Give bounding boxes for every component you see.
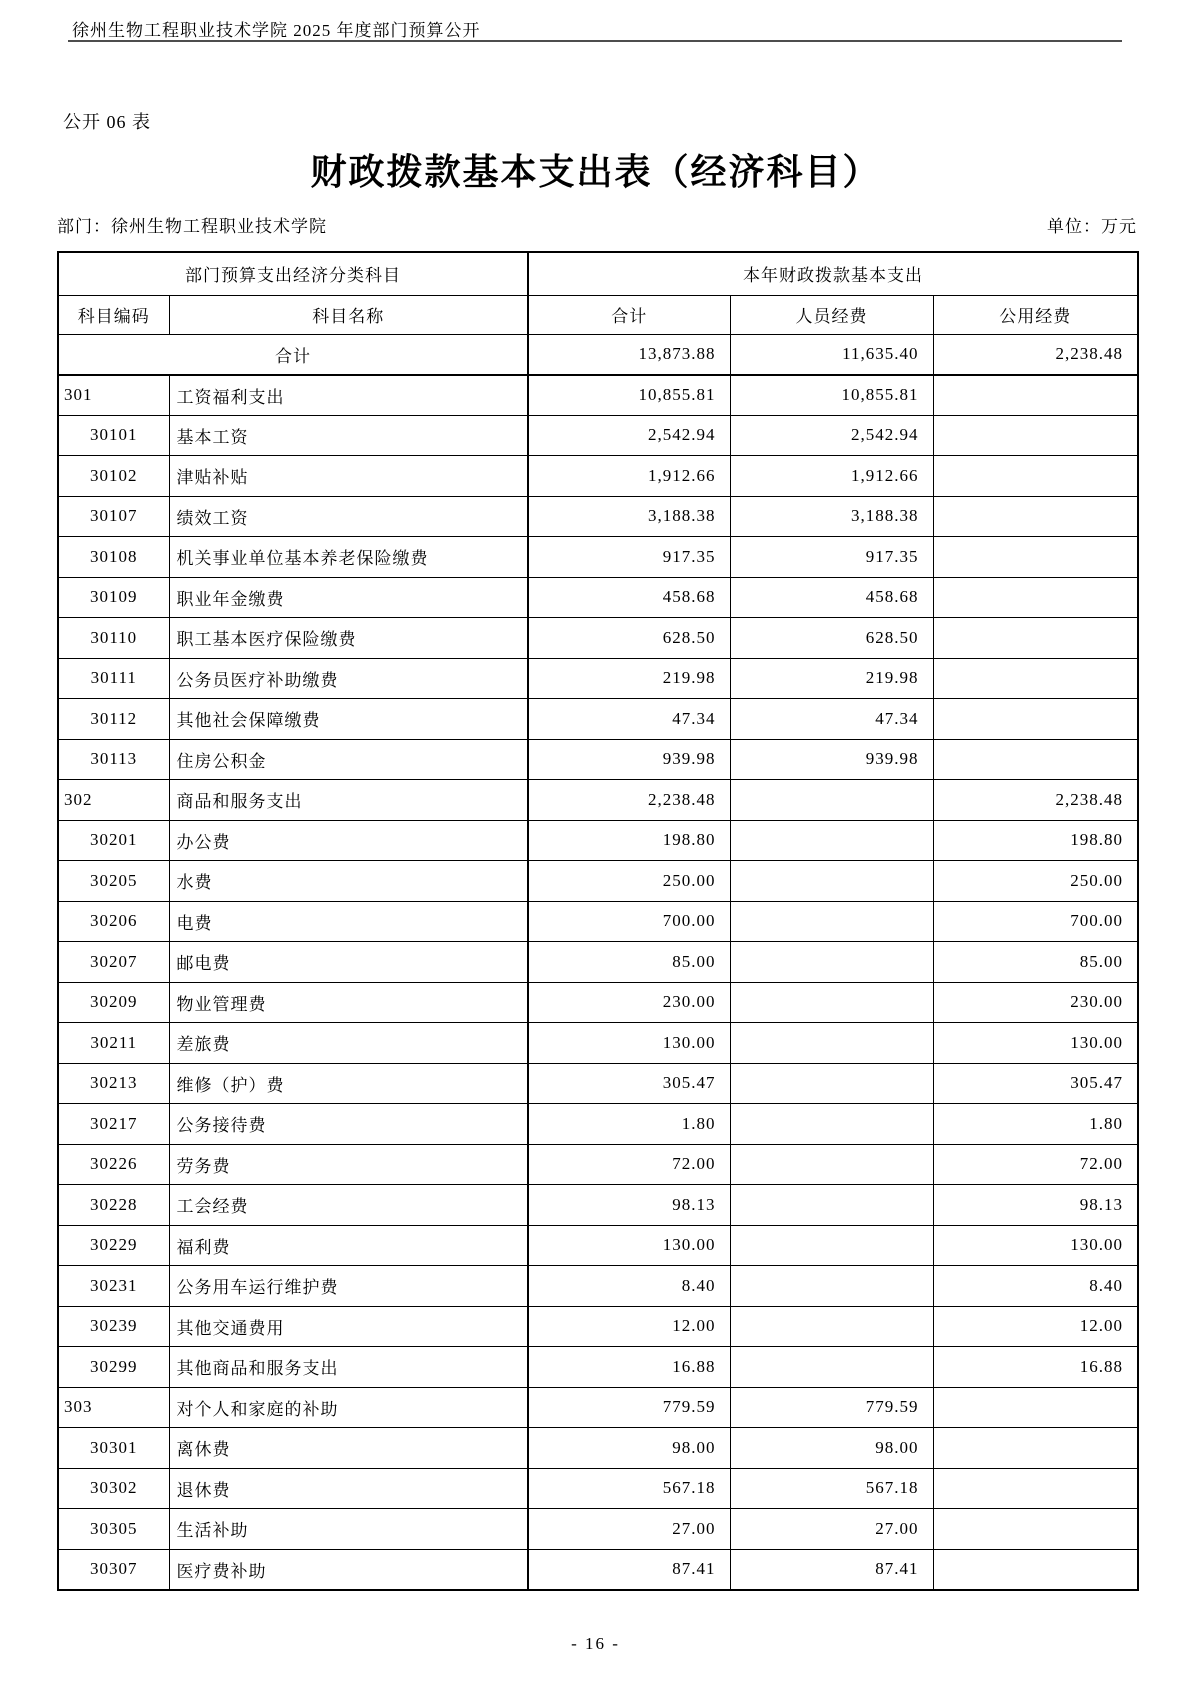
total-cell: 16.88 (528, 1347, 730, 1388)
subject-code-cell: 30101 (58, 415, 169, 456)
total-cell: 700.00 (528, 901, 730, 942)
public-cell: 85.00 (933, 942, 1138, 983)
subject-name-cell: 医疗费补助 (169, 1549, 528, 1590)
personnel-cell: 779.59 (730, 1387, 933, 1428)
personnel-cell: 3,188.38 (730, 496, 933, 537)
personnel-cell: 458.68 (730, 577, 933, 618)
public-cell (933, 1428, 1138, 1469)
total-cell: 98.13 (528, 1185, 730, 1226)
subject-code-cell: 30107 (58, 496, 169, 537)
subject-name-cell: 对个人和家庭的补助 (169, 1387, 528, 1428)
total-cell: 3,188.38 (528, 496, 730, 537)
public-cell (933, 1509, 1138, 1550)
public-cell (933, 456, 1138, 497)
subject-name-cell: 福利费 (169, 1225, 528, 1266)
total-cell: 230.00 (528, 982, 730, 1023)
total-cell: 628.50 (528, 618, 730, 659)
total-cell: 130.00 (528, 1225, 730, 1266)
total-cell: 98.00 (528, 1428, 730, 1469)
subject-name-cell: 劳务费 (169, 1144, 528, 1185)
table-row (58, 1306, 1138, 1347)
public-cell: 1.80 (933, 1104, 1138, 1145)
table-row (58, 739, 1138, 780)
subject-name-cell: 生活补助 (169, 1509, 528, 1550)
subject-code-cell: 303 (58, 1387, 169, 1428)
personnel-cell: 917.35 (730, 537, 933, 578)
public-cell (933, 375, 1138, 416)
subject-name-cell: 工会经费 (169, 1185, 528, 1226)
subject-name-cell: 公务用车运行维护费 (169, 1266, 528, 1307)
public-cell (933, 496, 1138, 537)
personnel-cell (730, 982, 933, 1023)
subject-name-cell: 工资福利支出 (169, 375, 528, 416)
total-cell: 10,855.81 (528, 375, 730, 416)
public-cell: 250.00 (933, 861, 1138, 902)
public-cell: 198.80 (933, 820, 1138, 861)
subject-name-cell: 物业管理费 (169, 982, 528, 1023)
total-cell: 198.80 (528, 820, 730, 861)
grand-total-label: 合计 (58, 334, 528, 375)
subject-code-cell: 30112 (58, 699, 169, 740)
table-row (58, 618, 1138, 659)
subject-code-cell: 30206 (58, 901, 169, 942)
subject-name-cell: 其他社会保障缴费 (169, 699, 528, 740)
public-cell: 72.00 (933, 1144, 1138, 1185)
col-header-personnel: 人员经费 (730, 295, 933, 334)
personnel-cell: 47.34 (730, 699, 933, 740)
total-cell: 85.00 (528, 942, 730, 983)
public-cell (933, 699, 1138, 740)
total-cell: 305.47 (528, 1063, 730, 1104)
subject-code-cell: 30108 (58, 537, 169, 578)
subject-name-cell: 离休费 (169, 1428, 528, 1469)
personnel-cell (730, 861, 933, 902)
total-cell: 8.40 (528, 1266, 730, 1307)
subject-code-cell: 30229 (58, 1225, 169, 1266)
group-header-subjects: 部门预算支出经济分类科目 (58, 252, 528, 295)
total-cell: 72.00 (528, 1144, 730, 1185)
public-cell: 98.13 (933, 1185, 1138, 1226)
table-row (58, 1347, 1138, 1388)
total-cell: 2,542.94 (528, 415, 730, 456)
group-header-current-year: 本年财政拨款基本支出 (528, 252, 1138, 295)
personnel-cell: 2,542.94 (730, 415, 933, 456)
subject-name-cell: 办公费 (169, 820, 528, 861)
table-row (58, 375, 1138, 416)
subject-code-cell: 30301 (58, 1428, 169, 1469)
personnel-cell: 87.41 (730, 1549, 933, 1590)
public-cell: 130.00 (933, 1225, 1138, 1266)
table-row (58, 415, 1138, 456)
table-code-label: 公开 06 表 (63, 112, 151, 132)
subject-name-cell: 电费 (169, 901, 528, 942)
public-cell (933, 1387, 1138, 1428)
table-row (58, 537, 1138, 578)
subject-code-cell: 30231 (58, 1266, 169, 1307)
personnel-cell: 219.98 (730, 658, 933, 699)
subject-code-cell: 302 (58, 780, 169, 821)
table-row (58, 577, 1138, 618)
table-row (58, 1023, 1138, 1064)
total-cell: 567.18 (528, 1468, 730, 1509)
subject-code-cell: 30211 (58, 1023, 169, 1064)
subject-code-cell: 30201 (58, 820, 169, 861)
subject-code-cell: 30113 (58, 739, 169, 780)
table-row (58, 496, 1138, 537)
public-cell: 230.00 (933, 982, 1138, 1023)
table-row (58, 1428, 1138, 1469)
subject-name-cell: 其他交通费用 (169, 1306, 528, 1347)
table-row (58, 780, 1138, 821)
public-cell (933, 739, 1138, 780)
subject-code-cell: 30226 (58, 1144, 169, 1185)
subject-code-cell: 30213 (58, 1063, 169, 1104)
subject-code-cell: 30207 (58, 942, 169, 983)
table-row (58, 861, 1138, 902)
subject-name-cell: 邮电费 (169, 942, 528, 983)
total-cell: 27.00 (528, 1509, 730, 1550)
subject-code-cell: 30305 (58, 1509, 169, 1550)
table-row (58, 1549, 1138, 1590)
subject-name-cell: 津贴补贴 (169, 456, 528, 497)
personnel-cell (730, 1063, 933, 1104)
subject-name-cell: 机关事业单位基本养老保险缴费 (169, 537, 528, 578)
total-cell: 12.00 (528, 1306, 730, 1347)
subject-code-cell: 30217 (58, 1104, 169, 1145)
table-row (58, 1387, 1138, 1428)
total-cell: 917.35 (528, 537, 730, 578)
total-cell: 130.00 (528, 1023, 730, 1064)
table-column-header-row (58, 295, 1138, 334)
budget-table (57, 251, 1139, 1591)
personnel-cell (730, 1306, 933, 1347)
public-cell: 305.47 (933, 1063, 1138, 1104)
public-cell: 16.88 (933, 1347, 1138, 1388)
table-row (58, 456, 1138, 497)
subject-name-cell: 水费 (169, 861, 528, 902)
personnel-cell (730, 780, 933, 821)
public-cell (933, 577, 1138, 618)
subject-code-cell: 30239 (58, 1306, 169, 1347)
public-cell (933, 1468, 1138, 1509)
document-header-title: 徐州生物工程职业技术学院 2025 年度部门预算公开 (72, 21, 481, 40)
subject-code-cell: 30299 (58, 1347, 169, 1388)
public-cell: 8.40 (933, 1266, 1138, 1307)
subject-code-cell: 30209 (58, 982, 169, 1023)
table-row (58, 982, 1138, 1023)
personnel-cell (730, 1185, 933, 1226)
table-row (58, 942, 1138, 983)
col-header-total: 合计 (528, 295, 730, 334)
table-row (58, 1509, 1138, 1550)
personnel-cell: 10,855.81 (730, 375, 933, 416)
subject-name-cell: 住房公积金 (169, 739, 528, 780)
subject-code-cell: 30110 (58, 618, 169, 659)
subject-name-cell: 基本工资 (169, 415, 528, 456)
subject-code-cell: 30302 (58, 1468, 169, 1509)
personnel-cell (730, 1104, 933, 1145)
subject-name-cell: 公务接待费 (169, 1104, 528, 1145)
col-header-subject-name: 科目名称 (169, 295, 528, 334)
table-group-header-row (58, 252, 1138, 295)
personnel-cell (730, 1023, 933, 1064)
subject-name-cell: 商品和服务支出 (169, 780, 528, 821)
subject-code-cell: 301 (58, 375, 169, 416)
personnel-cell (730, 1347, 933, 1388)
subject-name-cell: 职业年金缴费 (169, 577, 528, 618)
subject-name-cell: 退休费 (169, 1468, 528, 1509)
col-header-public: 公用经费 (933, 295, 1138, 334)
total-cell: 458.68 (528, 577, 730, 618)
table-row (58, 1266, 1138, 1307)
unit-label: 单位：万元 (1047, 217, 1137, 236)
col-header-subject-code: 科目编码 (58, 295, 169, 334)
subject-code-cell: 30109 (58, 577, 169, 618)
subject-name-cell: 维修（护）费 (169, 1063, 528, 1104)
table-row (58, 1144, 1138, 1185)
grand-total-row (58, 334, 1138, 375)
personnel-cell (730, 942, 933, 983)
public-cell: 2,238.48 (933, 780, 1138, 821)
table-row (58, 820, 1138, 861)
meta-row (57, 212, 1137, 237)
grand-total-public: 2,238.48 (933, 334, 1138, 375)
personnel-cell (730, 820, 933, 861)
public-cell: 130.00 (933, 1023, 1138, 1064)
table-row (58, 1104, 1138, 1145)
total-cell: 1.80 (528, 1104, 730, 1145)
personnel-cell: 98.00 (730, 1428, 933, 1469)
total-cell: 87.41 (528, 1549, 730, 1590)
public-cell (933, 1549, 1138, 1590)
header-rule (68, 40, 1122, 42)
table-row (58, 1185, 1138, 1226)
subject-code-cell: 30111 (58, 658, 169, 699)
personnel-cell: 27.00 (730, 1509, 933, 1550)
personnel-cell: 628.50 (730, 618, 933, 659)
table-row (58, 901, 1138, 942)
personnel-cell (730, 1225, 933, 1266)
subject-name-cell: 其他商品和服务支出 (169, 1347, 528, 1388)
table-row (58, 1468, 1138, 1509)
personnel-cell: 567.18 (730, 1468, 933, 1509)
public-cell (933, 658, 1138, 699)
subject-code-cell: 30228 (58, 1185, 169, 1226)
public-cell (933, 415, 1138, 456)
page-title: 财政拨款基本支出表（经济科目） (310, 152, 881, 192)
personnel-cell (730, 1144, 933, 1185)
total-cell: 250.00 (528, 861, 730, 902)
table-row (58, 1225, 1138, 1266)
public-cell (933, 537, 1138, 578)
page-number: - 16 - (571, 1634, 620, 1653)
subject-code-cell: 30205 (58, 861, 169, 902)
public-cell: 12.00 (933, 1306, 1138, 1347)
table-row (58, 699, 1138, 740)
total-cell: 219.98 (528, 658, 730, 699)
personnel-cell (730, 1266, 933, 1307)
total-cell: 779.59 (528, 1387, 730, 1428)
subject-name-cell: 公务员医疗补助缴费 (169, 658, 528, 699)
total-cell: 1,912.66 (528, 456, 730, 497)
personnel-cell: 1,912.66 (730, 456, 933, 497)
subject-name-cell: 差旅费 (169, 1023, 528, 1064)
subject-name-cell: 绩效工资 (169, 496, 528, 537)
personnel-cell: 939.98 (730, 739, 933, 780)
subject-code-cell: 30102 (58, 456, 169, 497)
grand-total-personnel: 11,635.40 (730, 334, 933, 375)
subject-name-cell: 职工基本医疗保险缴费 (169, 618, 528, 659)
personnel-cell (730, 901, 933, 942)
table-row (58, 1063, 1138, 1104)
total-cell: 47.34 (528, 699, 730, 740)
public-cell (933, 618, 1138, 659)
grand-total-total: 13,873.88 (528, 334, 730, 375)
table-row (58, 658, 1138, 699)
subject-code-cell: 30307 (58, 1549, 169, 1590)
public-cell: 700.00 (933, 901, 1138, 942)
department-label: 部门：徐州生物工程职业技术学院 (57, 217, 327, 236)
total-cell: 939.98 (528, 739, 730, 780)
total-cell: 2,238.48 (528, 780, 730, 821)
